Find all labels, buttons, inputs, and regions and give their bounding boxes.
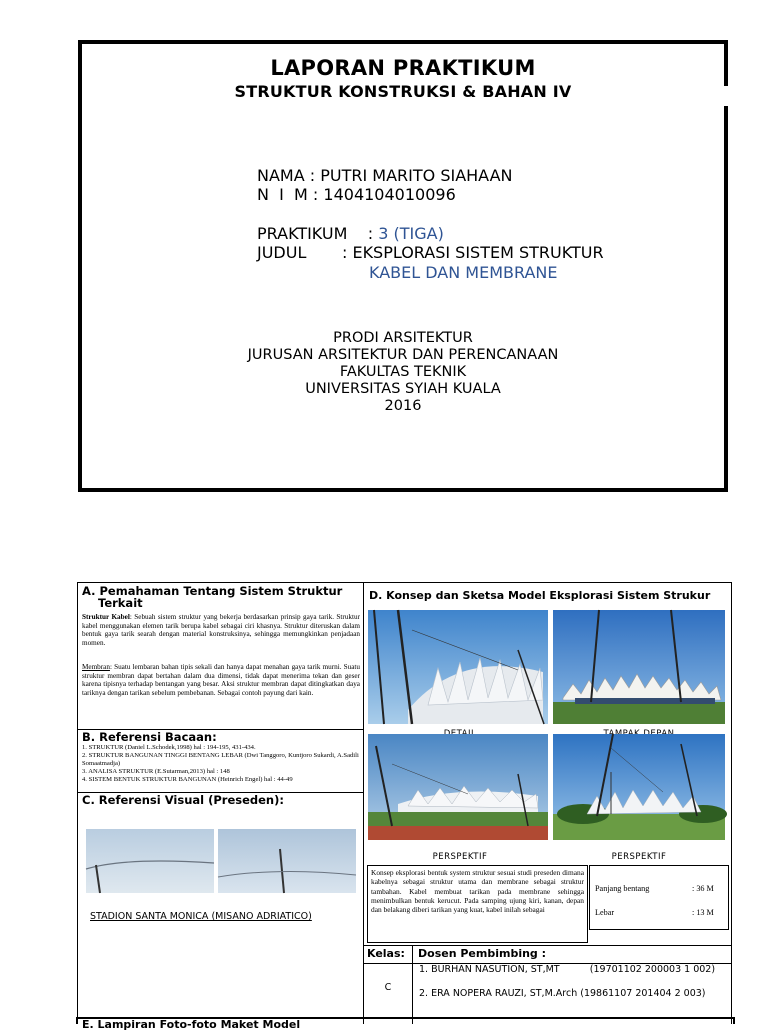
dosen-item: 2. ERA NOPERA RAUZI, ST,M.Arch (19861107 201404 2 003) [419,988,706,999]
section-d-heading: D. Konsep dan Sketsa Model Eksplorasi Sistem Strukur [369,589,711,602]
kabel-term: Struktur Kabel [82,613,130,621]
section-a-heading-2: Terkait [98,596,143,610]
dimensions-box [589,865,729,930]
kelas-divider [364,963,412,964]
institution-line: PRODI ARSITEKTUR [333,330,473,346]
kelas-box [363,945,413,1024]
model-photo-detail [368,610,548,724]
section-b [77,729,364,793]
caption-perspective-2: PERSPEKTIF [611,852,667,862]
praktikum-label: PRAKTIKUM [257,224,348,243]
nama-label: NAMA [257,166,305,185]
section-c [77,792,364,1024]
reference-list [82,744,364,792]
section-e-heading: E. Lampiran Foto-foto Maket Model [82,1018,301,1031]
preseden-caption: STADION SANTA MONICA (MISANO ADRIATICO) [90,911,312,922]
dimension-length-label: Panjang bentang [595,884,650,893]
report-subtitle: STRUKTUR KONSTRUKSI & BAHAN IV [234,82,572,101]
kelas-value: C [384,982,392,993]
preseden-photo [86,829,214,893]
dimension-width-label: Lebar [595,908,615,917]
membran-term: Membran [82,663,110,671]
section-a-heading: A. Pemahaman Tentang Sistem Struktur [82,584,343,598]
concept-text: Konsep eksplorasi bentuk system struktur sesuai studi preseden dimana kabelnya sebagai struktur utama dan membrane sebagai struktur tambahan. Kabel membuat tarikan pada membrane sehingga menimbulkan bentuk kerucut. Pada samping ujung kiri, kanan, depan dan belakang diberi tarikan yang kuat, kabel inilah sebagai [371,868,584,915]
concept-box [367,865,588,943]
nama-value: PUTRI MARITO SIAHAAN [320,166,513,185]
section-e [76,1017,735,1031]
membran-text: : Suatu lembaran bahan tipis sekali dan hanya dapat menahan gaya tarik murni. Suatu struktur membran dapat bertahan dalam dua dimensi, tidak dapat menerima tekan dan geser karena tipisnya terhadap bentangan yang besar. Aksi struktur membran dapat ditingkatkan daya tariknya dengan tarikan sebelum pembebanan. Sebagai contoh payung dari kain. [82,663,360,698]
judul-label: JUDUL [257,243,307,262]
institution-year: 2016 [384,398,422,414]
reference-item: 3. ANALISA STRUKTUR (E.Sutarman,2013) hal : 148 [82,768,230,776]
kelas-label: Kelas: [367,947,405,960]
dosen-label: Dosen Pembimbing : [418,947,547,960]
caption-perspective-1: PERSPEKTIF [432,852,488,862]
section-c-heading: C. Referensi Visual (Preseden): [82,793,284,807]
dosen-box [412,945,732,1024]
institution-line: FAKULTAS TEKNIK [339,364,467,380]
judul-line: JUDUL : EKSPLORASI SISTEM STRUKTUR [257,243,604,262]
praktikum-value: 3 (TIGA) [378,224,444,243]
section-d [363,582,732,946]
institution-line: JURUSAN ARSITEKTUR DAN PERENCANAAN [247,347,559,363]
cover-page [78,40,728,492]
kabel-paragraph [82,613,360,648]
model-photo-front [553,610,725,724]
judul-value-2: KABEL DAN MEMBRANE [369,263,558,282]
cover-border-gap [720,86,732,106]
section-a [77,582,364,730]
nim-value: 1404104010096 [323,185,456,204]
nama-line: NAMA : PUTRI MARITO SIAHAAN [257,166,513,185]
kabel-text: : Sebuah sistem struktur yang bekerja berdasarkan prinsip gaya tarik. Struktur kabel menggunakan elemen tarik berupa kabel sebagai ciri khasnya. Struktur diteruskan dalam bentuk gaya tarik searah dengan material konstruksinya, sehingga memungkinkan penjadaan momen. [82,613,360,648]
info-sheet [77,582,732,1024]
model-photo-perspective-2 [553,734,725,840]
dimension-width-value: : 13 M [692,908,714,917]
preseden-photo [218,829,356,893]
dosen-item: 1. BURHAN NASUTION, ST,MT (19701102 200003 1 002) [419,964,716,975]
institution-line: UNIVERSITAS SYIAH KUALA [305,381,501,397]
membran-paragraph [82,663,360,698]
praktikum-line: PRAKTIKUM : 3 (TIGA) [257,224,444,243]
judul-value: EKSPLORASI SISTEM STRUKTUR [352,243,604,262]
report-title: LAPORAN PRAKTIKUM [270,56,536,80]
dimension-length-value: : 36 M [692,884,714,893]
nim-label: N I M [257,185,308,204]
reference-item: 4. SISTEM BENTUK STRUKTUR BANGUNAN (Heinrich Engel) hal : 44-49 [82,776,293,784]
reference-item: 1. STRUKTUR (Daniel L.Schodek,1998) hal : 194-195, 431-434. [82,744,256,751]
model-photo-perspective-1 [368,734,548,840]
reference-item: 2. STRUKTUR BANGUNAN TINGGI BENTANG LEBAR (Dwi Tanggoro, Kuntjoro Sukardi, A.Sadili Somaatmadja) [82,752,359,768]
section-b-heading: B. Referensi Bacaan: [82,730,217,744]
nim-line: N I M : 1404104010096 [257,185,456,204]
